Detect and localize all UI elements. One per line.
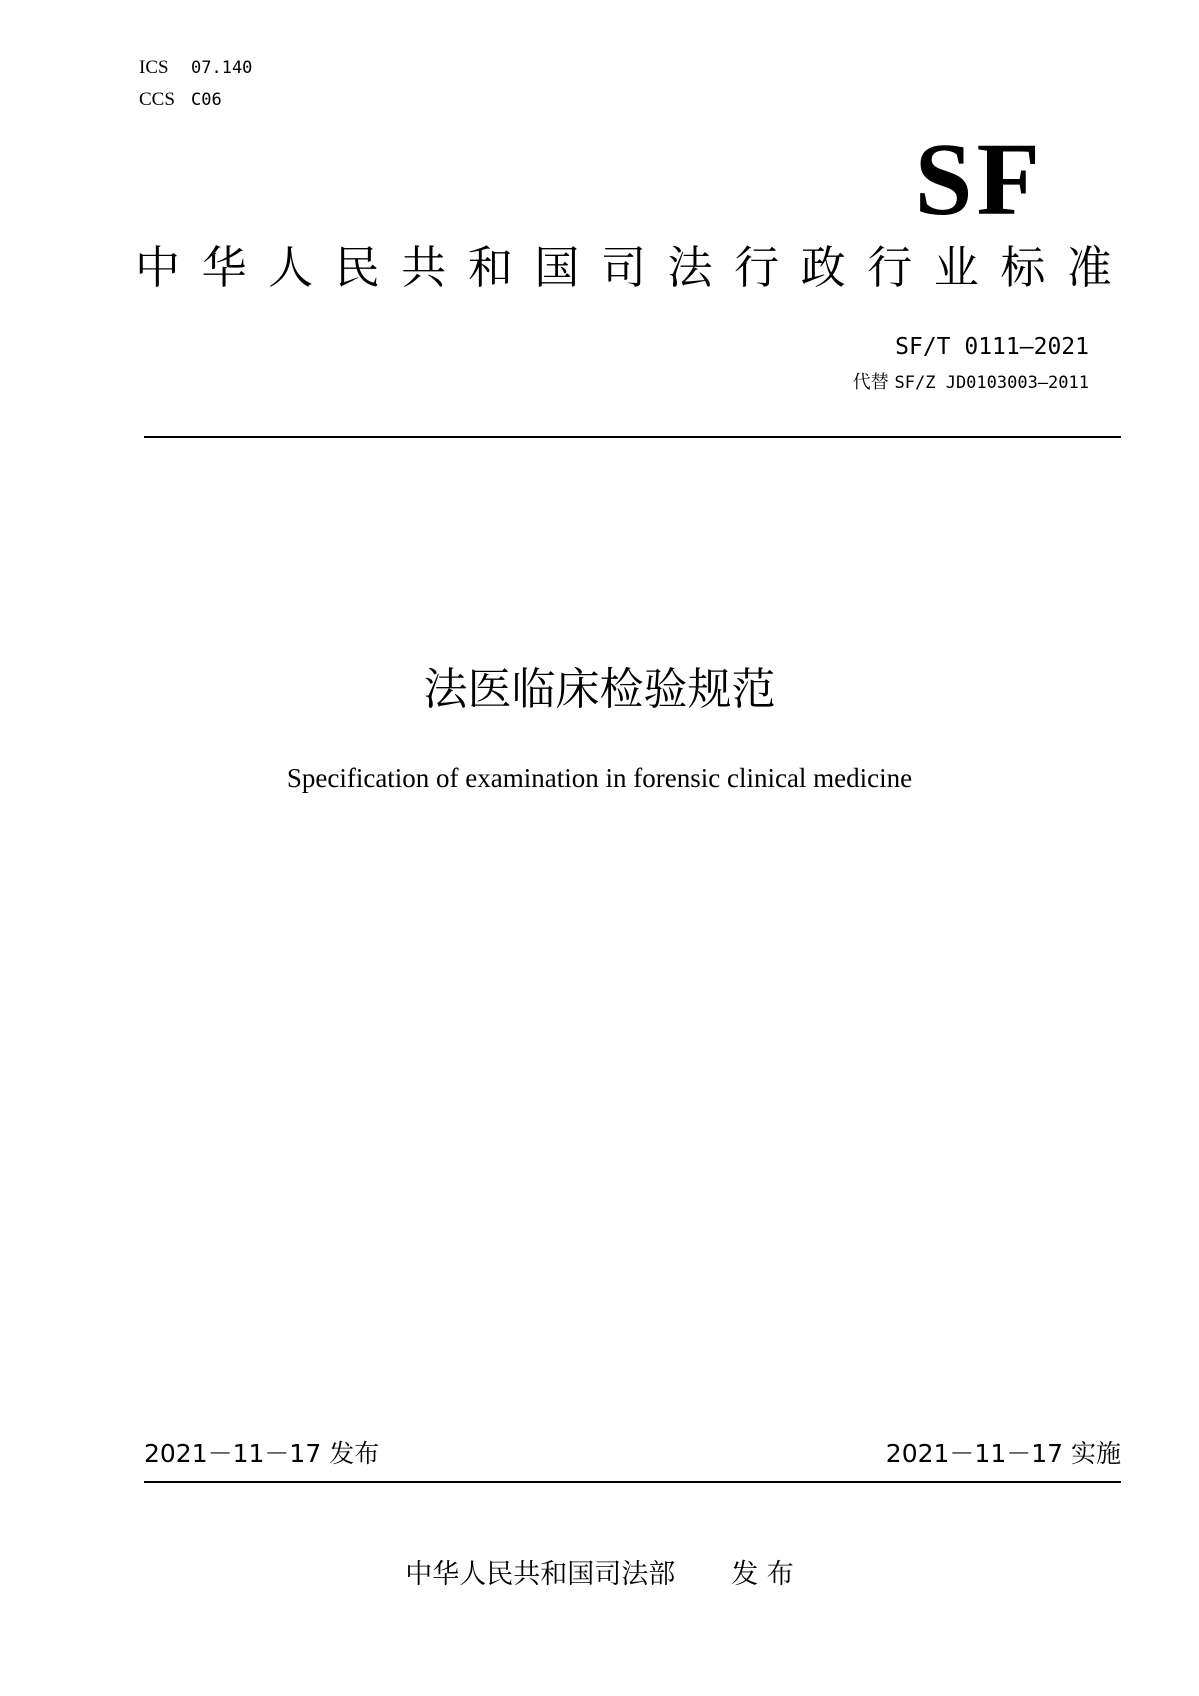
header-title-char: 行 — [867, 241, 913, 294]
ics-value: 07.140 — [191, 58, 253, 78]
header-title-char: 标 — [1000, 241, 1046, 294]
issuer-action: 发 布 — [731, 1559, 794, 1590]
bottom-divider — [144, 1481, 1121, 1483]
ics-row — [139, 58, 252, 78]
header-title-char: 中 — [135, 241, 181, 294]
ccs-label: CCS — [139, 89, 175, 110]
issuer-organization: 中华人民共和国司法部 — [405, 1559, 676, 1590]
header-title-char: 业 — [933, 241, 979, 294]
document-title-cn: 法医临床检验规范 — [423, 664, 776, 715]
effective-date: 2021－11－17 实施 — [885, 1439, 1121, 1468]
header-title-char: 政 — [800, 241, 846, 294]
ics-label: ICS — [139, 57, 169, 78]
header-title — [135, 240, 1112, 296]
header-title-char: 民 — [334, 241, 380, 294]
document-title-en: Specification of examination in forensic clinical medicine — [286, 763, 913, 793]
replaces-code: SF/Z JD0103003—2011 — [894, 373, 1089, 393]
replaces-line — [853, 372, 1089, 394]
header-title-char: 和 — [467, 241, 513, 294]
standard-code: SF/T 0111—2021 — [895, 334, 1089, 360]
ccs-value: C06 — [191, 90, 222, 110]
header-title-char: 国 — [534, 241, 580, 294]
header-title-char: 法 — [667, 241, 713, 294]
header-title-char: 人 — [268, 241, 314, 294]
header-title-char: 华 — [201, 241, 247, 294]
header-title-char: 行 — [734, 241, 780, 294]
sf-logo: SF — [914, 122, 1044, 237]
replaces-label: 代替 — [852, 372, 889, 393]
header-title-char: 司 — [600, 241, 646, 294]
ccs-row — [139, 90, 222, 110]
issuer-line — [0, 1557, 1199, 1593]
header-title-char: 准 — [1066, 241, 1112, 294]
header-title-char: 共 — [401, 241, 447, 294]
publish-date: 2021－11－17 发布 — [144, 1439, 380, 1468]
top-divider — [144, 436, 1121, 438]
